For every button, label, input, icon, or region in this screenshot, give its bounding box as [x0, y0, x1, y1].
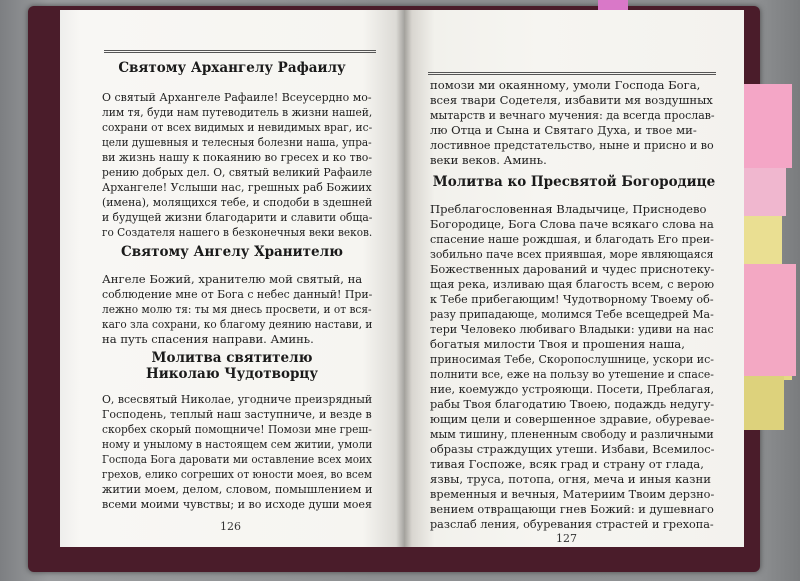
theotokos-line: к Тебе прибегающим! Чудотворному Твоему об-: [430, 292, 714, 306]
theotokos-line: вением отвращающи гнев Божий: и душевнаго: [430, 502, 714, 516]
heading-raphael: Святому Архангелу Рафаилу: [118, 60, 346, 76]
raphael-line: Архангеле! Услыши нас, грешных раб Божиих: [102, 180, 372, 194]
theotokos-line: ние, коемуждо устрояющи. Посети, Преблагая,: [430, 382, 715, 396]
theotokos-line: временныя и вечныя, Материим Твоим дерзно-: [430, 487, 715, 501]
guardian-line: Ангеле Божий, хранителю мой святый, на: [102, 272, 363, 286]
theotokos-line: щая река, изливаю щая благость всем, с верою: [430, 277, 715, 291]
continuation-line: помози ми окаянному, умоли Господа Бога,: [430, 78, 701, 92]
sticky-tab-yellow-3: [740, 372, 784, 430]
continuation-line: лю Отца и Сына и Святаго Духа, и твое ми-: [430, 123, 697, 137]
raphael-line: цели душевныя и телесныя болезни наша, упра-: [102, 135, 372, 149]
raphael-line: сохрани от всех видимых и невидимых враг, ис-: [102, 120, 373, 134]
continuation-line: лостивное предстательство, ныне и присно и во: [430, 138, 714, 152]
guardian-line: каго зла сохрани, ко благому деянию настави, и: [102, 317, 373, 331]
nicholas-line: скорбех скорый помощниче! Помози мне греш-: [102, 422, 372, 436]
raphael-line: и будущей жизни благодарити и славити обща-: [102, 210, 373, 224]
continuation-line: всея твари Содетеля, избавити мя воздушных: [430, 93, 713, 107]
theotokos-line: тивая Госпоже, всяк град и страну от глада,: [430, 457, 704, 471]
raphael-line: го Создателя нашего в безконечныя веки веков.: [102, 225, 373, 239]
theotokos-line: приносимая Тебе, Скоропослушнице, ускори ис-: [430, 352, 714, 366]
theotokos-line: язвы, труса, потопа, огня, меча и иныя казни: [430, 472, 711, 486]
raphael-line: О святый Архангеле Рафаиле! Всеусердно мо-: [102, 90, 372, 104]
guardian-line: соблюдение мне от Бога с небес данный! При-: [102, 287, 373, 301]
theotokos-line: Богородице, Бога Слова паче всякаго слова на: [430, 217, 714, 231]
theotokos-line: тери Человеко любиваго Владыки: удиви на нас: [430, 322, 714, 336]
nicholas-line: грехов, елико согреших от юности моея, во всем: [102, 467, 373, 481]
theotokos-line: мым тишину, плененным свободу и различными: [430, 427, 714, 441]
heading-nicholas-1: Молитва святителю: [151, 350, 313, 366]
raphael-line: рению добрых дел. О, святый великий Рафаиле: [102, 165, 373, 179]
guardian-line: на путь спасения направи. Аминь.: [102, 332, 314, 346]
book-spine-shadow: [396, 10, 412, 547]
theotokos-line: зобильно паче всех приявшая, море являющаяся: [430, 247, 714, 261]
raphael-line: ви жизнь нашу к покаянию во гресех и ко тво-: [102, 150, 373, 164]
page-number-right: 127: [556, 532, 577, 545]
nicholas-line: О, всесвятый Николае, угодниче преизрядный: [102, 392, 373, 406]
theotokos-line: ющим цели и совершенное здравие, обуревае-: [430, 412, 715, 426]
header-rule-left: [104, 50, 376, 53]
theotokos-line: разслаб ления, обуревания страстей и грехопа-: [430, 517, 714, 531]
nicholas-line: Господа Бога даровати ми оставление всех моих: [102, 452, 372, 466]
right-page: [404, 10, 744, 547]
theotokos-line: рабы Твоя благодатию Твоею, подаждь недугу-: [430, 397, 715, 411]
theotokos-line: богатыя милости Твоя и прошения наша,: [430, 337, 685, 351]
page-number-left: 126: [220, 520, 241, 533]
nicholas-line: всеми моими чувствы; и во исходе души моея: [102, 497, 372, 511]
header-rule-right: [428, 72, 716, 75]
continuation-line: мытарств и вечнаго мучения: да всегда прослав-: [430, 108, 715, 122]
nicholas-line: ному и унылому в настоящем сем житии, умоли: [102, 437, 373, 451]
theotokos-line: образы страждущих утеши. Избави, Всемилос-: [430, 442, 715, 456]
heading-theotokos: Молитва ко Пресвятой Богородице: [432, 174, 716, 190]
raphael-line: лим тя, буди нам путеводитель в жизни нашей,: [102, 105, 373, 119]
theotokos-line: разу припадающе, молимся Тебе всещедрей Ма-: [430, 307, 714, 321]
theotokos-line: Божественных дарований и чудес приснотеку-: [430, 262, 715, 276]
sticky-tab-pink-3: [738, 264, 796, 376]
nicholas-line: житии моем, делом, словом, помышлением и: [102, 482, 373, 496]
heading-nicholas-2: Николаю Чудотворцу: [145, 366, 319, 382]
nicholas-line: Господень, теплый наш заступниче, и везде в: [102, 407, 372, 421]
theotokos-line: спасение наше рождшая, и благодать Его преи-: [430, 232, 714, 246]
sticky-tab-pink-2: [742, 168, 786, 216]
theotokos-line: полнити все, еже на пользу во утешение и спасе-: [430, 367, 714, 381]
continuation-line: веки веков. Аминь.: [430, 153, 547, 167]
raphael-line: (имена), молящихся тебе, и сподоби в здешней: [102, 195, 373, 209]
heading-guardian-angel: Святому Ангелу Хранителю: [120, 244, 343, 260]
theotokos-line: Преблагословенная Владычице, Приснодево: [430, 202, 707, 216]
left-page: [60, 10, 404, 547]
guardian-line: лежно молю тя: ты мя днесь просвети, и от вся-: [102, 302, 372, 316]
